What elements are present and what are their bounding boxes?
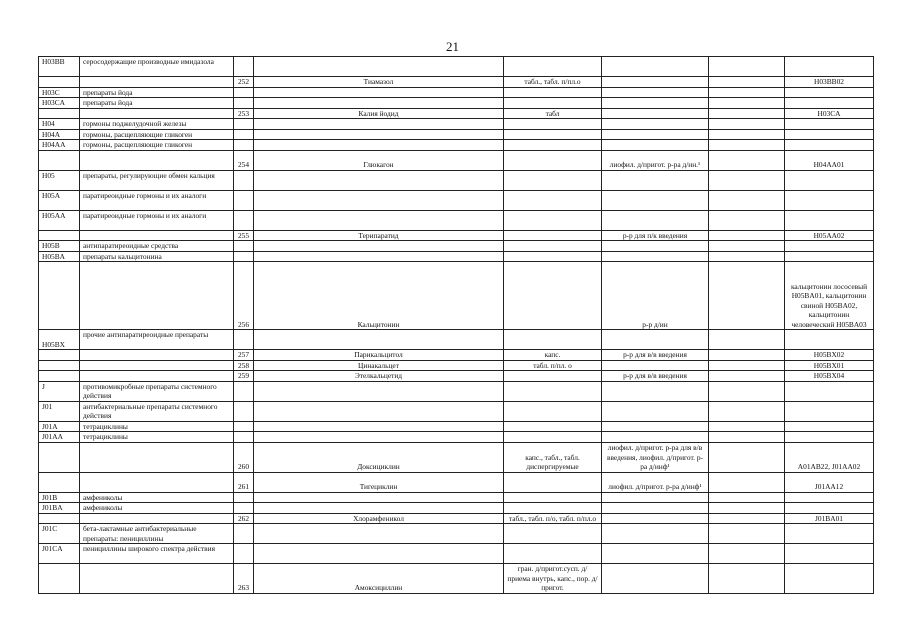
- atc-group-code: J01: [39, 401, 80, 421]
- row-number: [234, 381, 254, 401]
- atc-group-name: препараты йода: [80, 87, 234, 98]
- atc-group-name: [80, 513, 234, 524]
- dosage-form: [504, 140, 602, 151]
- row-number: 263: [234, 564, 254, 594]
- extra-cell: [709, 421, 785, 432]
- atc-code: [785, 251, 874, 262]
- drug-name: [254, 251, 504, 262]
- extra-cell: [709, 330, 785, 350]
- atc-group-name: [80, 150, 234, 170]
- injection-form: р-р для в/в введения: [602, 350, 709, 361]
- extra-cell: [709, 442, 785, 472]
- atc-group-name: амфениколы: [80, 503, 234, 514]
- dosage-form: [504, 492, 602, 503]
- injection-form: лиофил. д/пригот. р-ра д/ин.¹: [602, 150, 709, 170]
- injection-form: [602, 503, 709, 514]
- drug-name: [254, 492, 504, 503]
- drug-name: Тигециклин: [254, 472, 504, 492]
- table-row: [39, 503, 874, 514]
- dosage-form: [504, 251, 602, 262]
- atc-group-code: [39, 262, 80, 330]
- row-number: 255: [234, 230, 254, 241]
- extra-cell: [709, 262, 785, 330]
- row-number: 253: [234, 108, 254, 119]
- extra-cell: [709, 492, 785, 503]
- injection-form: р-р д/ин: [602, 262, 709, 330]
- atc-group-code: J: [39, 381, 80, 401]
- atc-group-name: [80, 472, 234, 492]
- atc-code: [785, 524, 874, 544]
- injection-form: [602, 401, 709, 421]
- row-number: [234, 330, 254, 350]
- atc-group-name: тетрациклины: [80, 432, 234, 443]
- atc-code: [785, 564, 874, 594]
- atc-group-code: J01B: [39, 492, 80, 503]
- atc-code: [785, 119, 874, 130]
- dosage-form: [504, 87, 602, 98]
- extra-cell: [709, 371, 785, 382]
- drug-name: [254, 421, 504, 432]
- dosage-form: табл. п/пл. о: [504, 360, 602, 371]
- atc-group-code: [39, 442, 80, 472]
- atc-group-name: пенициллины широкого спектра действия: [80, 544, 234, 564]
- injection-form: [602, 241, 709, 252]
- atc-group-name: гормоны, расщепляющие гликоген: [80, 129, 234, 140]
- atc-group-name: амфениколы: [80, 492, 234, 503]
- drug-name: [254, 401, 504, 421]
- extra-cell: [709, 564, 785, 594]
- injection-form: лиофил. д/пригот. р-ра д/инф¹: [602, 472, 709, 492]
- table-row: [39, 432, 874, 443]
- atc-group-code: H03CA: [39, 98, 80, 109]
- atc-group-code: [39, 150, 80, 170]
- row-number: [234, 98, 254, 109]
- atc-group-code: H05A: [39, 190, 80, 210]
- table-row: [39, 108, 874, 119]
- row-number: [234, 492, 254, 503]
- drug-name: [254, 119, 504, 130]
- atc-group-name: [80, 230, 234, 241]
- table-row: [39, 87, 874, 98]
- injection-form: [602, 330, 709, 350]
- atc-group-name: [80, 77, 234, 88]
- table-row: [39, 513, 874, 524]
- atc-group-name: серосодержащие производные имидазола: [80, 57, 234, 77]
- extra-cell: [709, 381, 785, 401]
- dosage-form: [504, 98, 602, 109]
- table-row: [39, 170, 874, 190]
- extra-cell: [709, 190, 785, 210]
- dosage-form: [504, 381, 602, 401]
- injection-form: [602, 251, 709, 262]
- drug-name: [254, 524, 504, 544]
- extra-cell: [709, 77, 785, 88]
- atc-group-code: J01AA: [39, 432, 80, 443]
- atc-group-name: антибактериальные препараты системного действия: [80, 401, 234, 421]
- atc-code: [785, 98, 874, 109]
- drug-name: Калия йодид: [254, 108, 504, 119]
- injection-form: лиофил. д/пригот. р-ра для в/в введения, лиофил. д/пригот. р-ра д/инф¹: [602, 442, 709, 472]
- row-number: [234, 129, 254, 140]
- drug-name: [254, 210, 504, 230]
- dosage-form: [504, 170, 602, 190]
- extra-cell: [709, 170, 785, 190]
- extra-cell: [709, 524, 785, 544]
- drug-name: Тиамазол: [254, 77, 504, 88]
- table-row: [39, 190, 874, 210]
- injection-form: [602, 544, 709, 564]
- atc-code: H03BB02: [785, 77, 874, 88]
- extra-cell: [709, 472, 785, 492]
- page-number: 21: [446, 39, 459, 54]
- row-number: [234, 119, 254, 130]
- drug-name: Этелкальцетид: [254, 371, 504, 382]
- table-row: [39, 401, 874, 421]
- table-row: [39, 140, 874, 151]
- dosage-form: [504, 524, 602, 544]
- dosage-form: [504, 190, 602, 210]
- table-row: [39, 472, 874, 492]
- extra-cell: [709, 513, 785, 524]
- injection-form: [602, 129, 709, 140]
- table-row: [39, 57, 874, 77]
- row-number: [234, 524, 254, 544]
- drug-name: [254, 129, 504, 140]
- drug-name: Кальцитонин: [254, 262, 504, 330]
- extra-cell: [709, 150, 785, 170]
- row-number: [234, 140, 254, 151]
- atc-group-name: [80, 262, 234, 330]
- atc-group-name: паратиреоидные гормоны и их аналоги: [80, 190, 234, 210]
- injection-form: [602, 524, 709, 544]
- drug-name: Цинакальцет: [254, 360, 504, 371]
- atc-code: [785, 190, 874, 210]
- atc-group-name: препараты, регулирующие обмен кальция: [80, 170, 234, 190]
- dosage-form: [504, 472, 602, 492]
- table-row: [39, 544, 874, 564]
- extra-cell: [709, 57, 785, 77]
- atc-code: [785, 401, 874, 421]
- dosage-form: [504, 330, 602, 350]
- dosage-form: табл., табл. п/пл.о: [504, 77, 602, 88]
- atc-group-name: антипаратиреоидные средства: [80, 241, 234, 252]
- row-number: [234, 210, 254, 230]
- dosage-form: гран. д/пригот.сусп. д/приема внутрь, капс., пор. д/пригот.: [504, 564, 602, 594]
- table-row: [39, 262, 874, 330]
- extra-cell: [709, 251, 785, 262]
- injection-form: [602, 190, 709, 210]
- atc-group-name: гормоны поджелудочной железы: [80, 119, 234, 130]
- dosage-form: [504, 119, 602, 130]
- dosage-form: [504, 421, 602, 432]
- dosage-form: табл., табл. п/о, табл. п/пл.о: [504, 513, 602, 524]
- extra-cell: [709, 401, 785, 421]
- row-number: [234, 57, 254, 77]
- atc-group-code: H04AA: [39, 140, 80, 151]
- extra-cell: [709, 129, 785, 140]
- injection-form: [602, 360, 709, 371]
- atc-group-code: H04A: [39, 129, 80, 140]
- row-number: 261: [234, 472, 254, 492]
- atc-code: [785, 544, 874, 564]
- dosage-form: [504, 544, 602, 564]
- atc-code: [785, 330, 874, 350]
- injection-form: [602, 170, 709, 190]
- drug-name: Хлорамфеникол: [254, 513, 504, 524]
- atc-group-name: препараты йода: [80, 98, 234, 109]
- atc-group-code: H05B: [39, 241, 80, 252]
- injection-form: [602, 513, 709, 524]
- row-number: [234, 503, 254, 514]
- atc-code: H05BX02: [785, 350, 874, 361]
- dosage-form: [504, 241, 602, 252]
- table-row: [39, 371, 874, 382]
- atc-code: [785, 432, 874, 443]
- atc-group-code: H03C: [39, 87, 80, 98]
- atc-code: J01BA01: [785, 513, 874, 524]
- atc-group-code: [39, 77, 80, 88]
- drug-name: [254, 381, 504, 401]
- atc-code: [785, 210, 874, 230]
- table-row: [39, 381, 874, 401]
- atc-group-name: гормоны, расщепляющие гликоген: [80, 140, 234, 151]
- drug-name: Глюкагон: [254, 150, 504, 170]
- atc-group-name: бета-лактамные антибактериальные препараты: пенициллины: [80, 524, 234, 544]
- dosage-form: [504, 210, 602, 230]
- extra-cell: [709, 350, 785, 361]
- extra-cell: [709, 210, 785, 230]
- atc-group-name: [80, 360, 234, 371]
- table-row: [39, 77, 874, 88]
- row-number: 257: [234, 350, 254, 361]
- atc-group-code: [39, 108, 80, 119]
- injection-form: [602, 108, 709, 119]
- atc-group-name: противомикробные препараты системного действия: [80, 381, 234, 401]
- dosage-form: [504, 129, 602, 140]
- drug-name: Доксициклин: [254, 442, 504, 472]
- extra-cell: [709, 108, 785, 119]
- atc-group-code: H03BB: [39, 57, 80, 77]
- atc-code: H03CA: [785, 108, 874, 119]
- table-row: [39, 241, 874, 252]
- table-row: [39, 564, 874, 594]
- extra-cell: [709, 432, 785, 443]
- atc-group-code: [39, 564, 80, 594]
- table-row: [39, 524, 874, 544]
- atc-group-code: [39, 230, 80, 241]
- extra-cell: [709, 140, 785, 151]
- dosage-form: [504, 401, 602, 421]
- table-row: [39, 330, 874, 350]
- atc-group-code: [39, 350, 80, 361]
- injection-form: [602, 57, 709, 77]
- extra-cell: [709, 503, 785, 514]
- atc-group-code: H04: [39, 119, 80, 130]
- atc-code: [785, 57, 874, 77]
- drug-name: [254, 57, 504, 77]
- atc-code: H05AA02: [785, 230, 874, 241]
- table-row: [39, 98, 874, 109]
- atc-group-name: [80, 564, 234, 594]
- drug-name: [254, 98, 504, 109]
- dosage-form: [504, 503, 602, 514]
- row-number: 252: [234, 77, 254, 88]
- dosage-form: [504, 150, 602, 170]
- drug-name: Терипаратид: [254, 230, 504, 241]
- extra-cell: [709, 360, 785, 371]
- injection-form: [602, 432, 709, 443]
- row-number: [234, 87, 254, 98]
- atc-group-name: паратиреоидные гормоны и их аналоги: [80, 210, 234, 230]
- injection-form: р-р для п/к введения: [602, 230, 709, 241]
- atc-code: [785, 503, 874, 514]
- dosage-form: [504, 262, 602, 330]
- atc-group-code: J01C: [39, 524, 80, 544]
- extra-cell: [709, 87, 785, 98]
- atc-group-code: H05BA: [39, 251, 80, 262]
- extra-cell: [709, 230, 785, 241]
- row-number: [234, 251, 254, 262]
- atc-code: [785, 492, 874, 503]
- injection-form: [602, 98, 709, 109]
- table-row: [39, 129, 874, 140]
- atc-code: [785, 241, 874, 252]
- atc-group-name: [80, 108, 234, 119]
- dosage-form: [504, 230, 602, 241]
- atc-group-name: [80, 350, 234, 361]
- table-row: [39, 492, 874, 503]
- drug-name: [254, 432, 504, 443]
- atc-code: J01AA12: [785, 472, 874, 492]
- row-number: [234, 190, 254, 210]
- atc-group-code: [39, 360, 80, 371]
- injection-form: р-р для в/в введения: [602, 371, 709, 382]
- row-number: [234, 544, 254, 564]
- row-number: [234, 421, 254, 432]
- dosage-form: табл: [504, 108, 602, 119]
- dosage-form: капс.: [504, 350, 602, 361]
- drug-name: [254, 503, 504, 514]
- table-row: [39, 442, 874, 472]
- drug-list-table: [38, 56, 874, 594]
- atc-group-code: H05AA: [39, 210, 80, 230]
- extra-cell: [709, 544, 785, 564]
- atc-code: кальцитонин лососевый H05BA01, кальцитонин свиной H05BA02, кальцитонин человеческий H05BA03: [785, 262, 874, 330]
- atc-group-code: H05BX: [39, 330, 80, 350]
- atc-code: [785, 421, 874, 432]
- atc-code: [785, 381, 874, 401]
- atc-code: [785, 170, 874, 190]
- row-number: [234, 241, 254, 252]
- table-row: [39, 251, 874, 262]
- extra-cell: [709, 98, 785, 109]
- table-row: [39, 421, 874, 432]
- drug-name: Амоксициллин: [254, 564, 504, 594]
- dosage-form: [504, 57, 602, 77]
- injection-form: [602, 381, 709, 401]
- atc-group-code: H05: [39, 170, 80, 190]
- injection-form: [602, 492, 709, 503]
- injection-form: [602, 119, 709, 130]
- atc-code: [785, 87, 874, 98]
- injection-form: [602, 87, 709, 98]
- atc-code: [785, 129, 874, 140]
- drug-name: Парикальцитол: [254, 350, 504, 361]
- injection-form: [602, 140, 709, 151]
- dosage-form: [504, 432, 602, 443]
- drug-name: [254, 170, 504, 190]
- atc-group-code: J01CA: [39, 544, 80, 564]
- drug-name: [254, 544, 504, 564]
- atc-code: H04AA01: [785, 150, 874, 170]
- row-number: 254: [234, 150, 254, 170]
- injection-form: [602, 77, 709, 88]
- injection-form: [602, 421, 709, 432]
- atc-code: H05BX01: [785, 360, 874, 371]
- extra-cell: [709, 119, 785, 130]
- row-number: 262: [234, 513, 254, 524]
- atc-group-code: [39, 371, 80, 382]
- atc-code: A01AB22, J01AA02: [785, 442, 874, 472]
- row-number: 256: [234, 262, 254, 330]
- row-number: 258: [234, 360, 254, 371]
- atc-group-name: тетрациклины: [80, 421, 234, 432]
- dosage-form: капс., табл., табл. диспергируемые: [504, 442, 602, 472]
- atc-code: H05BX04: [785, 371, 874, 382]
- row-number: [234, 401, 254, 421]
- atc-group-code: J01A: [39, 421, 80, 432]
- atc-group-name: прочие антипаратиреоидные препараты: [80, 330, 234, 350]
- table-row: [39, 119, 874, 130]
- table-row: [39, 350, 874, 361]
- table-row: [39, 150, 874, 170]
- atc-group-code: [39, 472, 80, 492]
- injection-form: [602, 210, 709, 230]
- atc-group-name: [80, 371, 234, 382]
- extra-cell: [709, 241, 785, 252]
- drug-name: [254, 241, 504, 252]
- drug-name: [254, 190, 504, 210]
- atc-group-name: [80, 442, 234, 472]
- row-number: [234, 170, 254, 190]
- drug-name: [254, 87, 504, 98]
- injection-form: [602, 564, 709, 594]
- atc-group-name: препараты кальцитонина: [80, 251, 234, 262]
- row-number: 259: [234, 371, 254, 382]
- table-row: [39, 210, 874, 230]
- atc-group-code: [39, 513, 80, 524]
- row-number: [234, 432, 254, 443]
- drug-name: [254, 140, 504, 151]
- atc-group-code: J01BA: [39, 503, 80, 514]
- table-row: [39, 360, 874, 371]
- atc-code: [785, 140, 874, 151]
- drug-name: [254, 330, 504, 350]
- row-number: 260: [234, 442, 254, 472]
- dosage-form: [504, 371, 602, 382]
- table-row: [39, 230, 874, 241]
